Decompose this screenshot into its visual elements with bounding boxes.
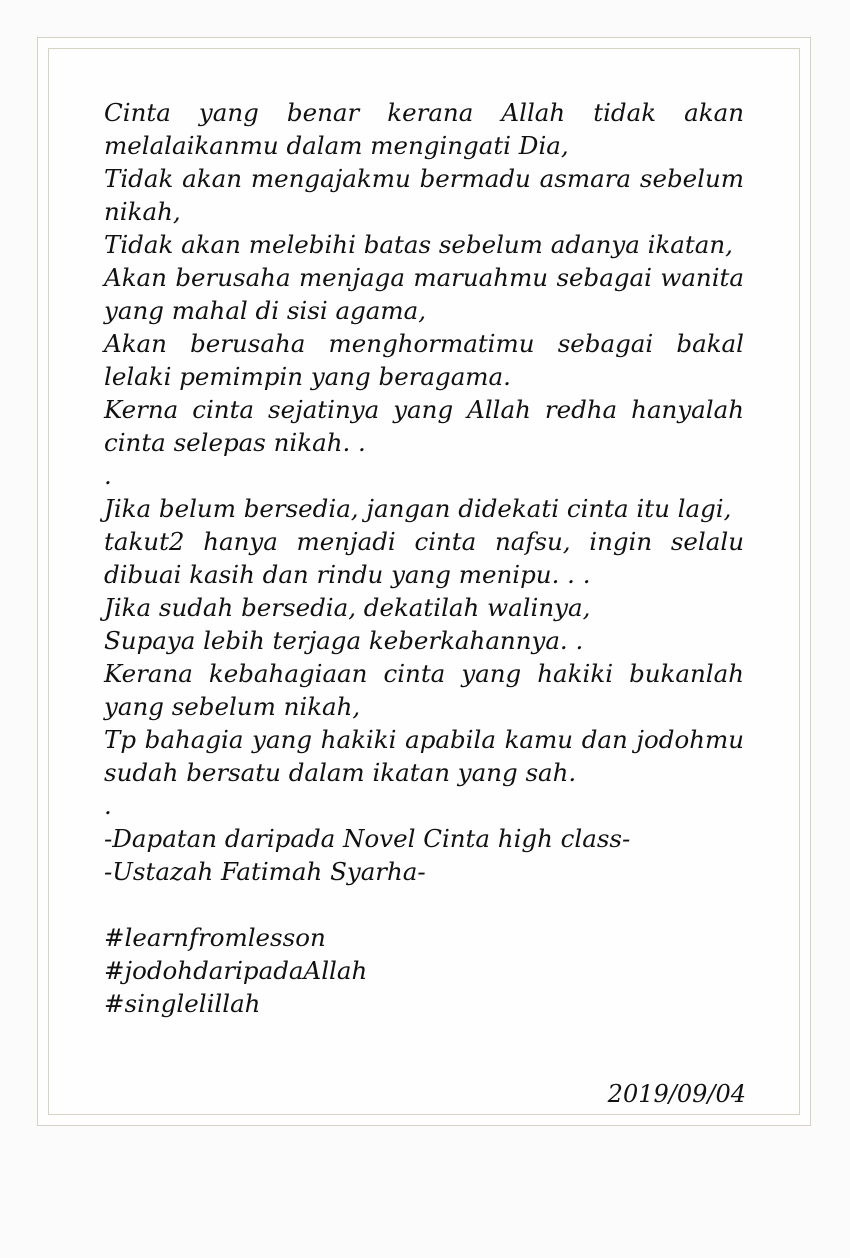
text-line: Jika sudah bersedia, dekatilah walinya,: [104, 593, 591, 622]
text-line: Akan berusaha menjaga maruahmu sebagai wanita: [104, 263, 744, 292]
text-line: .: [104, 461, 112, 490]
text-line: .: [104, 791, 112, 820]
text-line: cinta selepas nikah. .: [104, 428, 366, 457]
text-line: Jika belum bersedia, jangan didekati cinta itu lagi,: [104, 494, 732, 523]
text-line: yang mahal di sisi agama,: [104, 296, 426, 325]
text-line: Akan berusaha menghormatimu sebagai bakal: [104, 329, 744, 358]
text-line: [104, 888, 744, 921]
text-line: melalaikanmu dalam mengingati Dia,: [104, 131, 569, 160]
text-line: Kerana kebahagiaan cinta yang hakiki bukanlah: [104, 659, 744, 688]
hashtag: #singlelillah: [104, 989, 261, 1018]
text-line: nikah,: [104, 197, 181, 226]
text-line: dibuai kasih dan rindu yang menipu. . .: [104, 560, 591, 589]
text-line: -Ustazah Fatimah Syarha-: [104, 857, 426, 886]
text-line: Supaya lebih terjaga keberkahannya. .: [104, 626, 584, 655]
post-date: 2019/09/04: [607, 1080, 746, 1108]
text-line: lelaki pemimpin yang beragama.: [104, 362, 511, 391]
hashtag: #jodohdaripadaAllah: [104, 956, 368, 985]
text-line: Tidak akan melebihi batas sebelum adanya ikatan,: [104, 230, 733, 259]
hashtag: #learnfromlesson: [104, 923, 326, 952]
text-line: -Dapatan daripada Novel Cinta high class-: [104, 824, 631, 853]
text-line: Kerna cinta sejatinya yang Allah redha hanyalah: [104, 395, 744, 424]
text-line: Tidak akan mengajakmu bermadu asmara sebelum: [104, 164, 744, 193]
text-line: sudah bersatu dalam ikatan yang sah.: [104, 758, 577, 787]
quote-text: [104, 96, 744, 1020]
text-line: Cinta yang benar kerana Allah tidak akan: [104, 98, 744, 127]
text-line: yang sebelum nikah,: [104, 692, 361, 721]
text-line: takut2 hanya menjadi cinta nafsu, ingin selalu: [104, 527, 744, 556]
text-line: Tp bahagia yang hakiki apabila kamu dan jodohmu: [104, 725, 744, 754]
